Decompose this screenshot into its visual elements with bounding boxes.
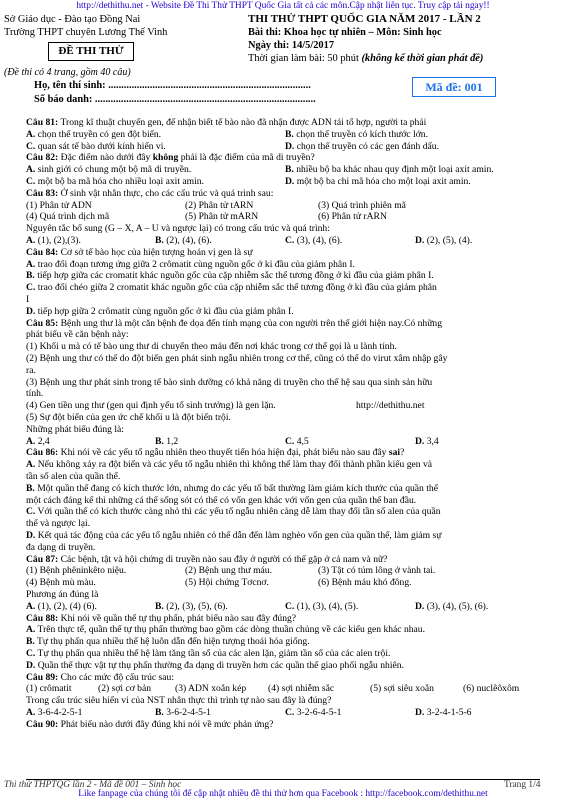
answer-letter: A. bbox=[26, 624, 36, 636]
emphasis-text: không bbox=[152, 152, 179, 164]
text-line bbox=[26, 141, 166, 153]
answer-letter: A. bbox=[26, 235, 36, 246]
text-line bbox=[26, 530, 540, 542]
answer-letter: A. bbox=[26, 600, 36, 612]
text-line bbox=[26, 235, 81, 247]
question-number: Câu 88: bbox=[26, 612, 59, 624]
question-text: Ở sinh vật nhân thực, cho các cấu trúc và quá trình sau: bbox=[58, 187, 274, 199]
question-text: (2) Bệnh ung thư có thể do đột biến gen phát sinh ngẫu nhiên trong cơ thể, cũng có thể do virut xâm nhập gây bbox=[26, 353, 448, 364]
question-text: Nếu không xảy ra đột biến và các yếu tố ngẫu nhiên thì không thể làm thay đổi thành phần kiểu gen và bbox=[35, 459, 433, 471]
text-line bbox=[26, 565, 126, 577]
text-line bbox=[285, 129, 428, 141]
question-text: Một quần thể đang có kích thước lớn, nhưng do các yếu tố bất thường làm giảm kích thước của quần thể bbox=[34, 482, 438, 494]
text-line bbox=[26, 436, 50, 448]
list-item: (1) Phân tử ADN bbox=[26, 199, 92, 211]
text-line bbox=[26, 294, 540, 306]
text-line bbox=[26, 117, 540, 129]
answer-letter: B. bbox=[155, 435, 164, 447]
answer-letter: A. bbox=[26, 707, 36, 718]
text-line bbox=[26, 306, 540, 318]
text-line bbox=[26, 152, 540, 164]
top-banner-link[interactable]: http://dethithu.net - Website Đề Thi Thử THPT Quốc Gia tất cả các môn.Cập nhật liên tục. Truy cập tải ngay!! bbox=[76, 1, 490, 11]
question-text: trao đổi chéo giữa 2 cromatit khác nguồn gốc của cặp nhiễm sắc thể tương đồng ở kì đầu của giảm phân bbox=[35, 282, 437, 294]
text-line bbox=[26, 341, 540, 353]
text-line bbox=[463, 683, 519, 695]
department-name: Sở Giáo dục - Đào tạo Đồng Nai bbox=[4, 14, 141, 25]
question-text: Với quần thể có kích thước càng nhỏ thì các yếu tố ngẫu nhiên càng dễ làm thay đổi tần số alen của quần bbox=[35, 506, 441, 518]
question-number: Câu 87: bbox=[26, 553, 59, 565]
question-number: Câu 86: bbox=[26, 447, 59, 459]
list-item: (6) Bệnh máu khó đông. bbox=[318, 577, 412, 589]
answer-text: (3), (4), (6). bbox=[294, 235, 343, 246]
exam-title: THI THỬ THPT QUỐC GIA NĂM 2017 - LẦN 2 bbox=[248, 13, 481, 25]
list-item: (2) sợi cơ bản bbox=[98, 683, 152, 695]
text-line bbox=[26, 259, 540, 271]
question-number: Câu 85: bbox=[26, 317, 59, 329]
answer-letter: B. bbox=[26, 636, 35, 648]
text-line bbox=[285, 141, 439, 153]
pages-note: (Đề thi có 4 trang, gồm 40 câu) bbox=[4, 67, 131, 78]
text-line bbox=[26, 707, 82, 719]
text-line bbox=[26, 223, 540, 235]
answer-letter: D. bbox=[285, 140, 295, 152]
answer-text: (1), (2),(3). bbox=[35, 235, 81, 246]
exam-date: Ngày thi: 14/5/2017 bbox=[248, 40, 335, 51]
text-line bbox=[26, 412, 540, 424]
answer-letter: A. bbox=[26, 258, 36, 270]
text-line bbox=[26, 495, 540, 507]
text-line bbox=[26, 377, 540, 389]
text-line bbox=[155, 601, 228, 613]
answer-letter: D. bbox=[285, 176, 295, 187]
list-item: (5) Phân tử mARN bbox=[185, 211, 259, 223]
question-text: Trong kĩ thuật chuyển gen, để nhận biết tế bào nào đã nhận được ADN tái tổ hợp, người ta phải bbox=[58, 117, 427, 128]
text-line bbox=[185, 211, 258, 223]
text-line bbox=[26, 636, 540, 648]
question-text: ra. bbox=[26, 364, 36, 376]
text-line bbox=[155, 436, 178, 448]
text-line bbox=[26, 589, 540, 601]
question-text: Tự thụ phấn qua nhiều thế hệ làm tăng tần số của các alen lặn, giảm tần số của các alen trội. bbox=[35, 648, 391, 659]
text-line bbox=[26, 518, 540, 530]
question-text: Phát biểu nào dưới đây đúng khi nói về mức phản ứng? bbox=[58, 718, 274, 730]
question-number: Câu 89: bbox=[26, 671, 59, 683]
question-text: Tự thụ phấn qua nhiều thế hệ luôn dẫn đến hiện tượng thoái hóa giống. bbox=[34, 636, 310, 648]
question-text: Những phát biểu đúng là: bbox=[26, 423, 124, 435]
answer-text: 4,5 bbox=[294, 435, 309, 447]
answer-text: (2), (3), (5), (6). bbox=[163, 600, 228, 612]
school-name: Trường THPT chuyên Lương Thế Vinh bbox=[4, 27, 168, 38]
text-line bbox=[318, 200, 406, 212]
answer-letter: B. bbox=[155, 600, 164, 612]
text-line bbox=[26, 695, 540, 707]
list-item: (1) Bệnh phêninkêto niệu. bbox=[26, 565, 127, 577]
question-number: Câu 83: bbox=[26, 187, 59, 199]
answer-letter: C. bbox=[26, 176, 36, 187]
text-line bbox=[285, 707, 341, 719]
question-text: tần số alen của quần thể. bbox=[26, 471, 121, 482]
footer-left: Thi thử THPTQG lần 2 - Mã đề 001 – Sinh học bbox=[4, 780, 182, 790]
question-text: ? bbox=[400, 447, 405, 459]
exam-code-box: Mã đề: 001 bbox=[412, 77, 496, 97]
answer-letter: B. bbox=[26, 482, 35, 494]
question-text: thể và ngược lại. bbox=[26, 518, 91, 530]
answer-letter: A. bbox=[26, 128, 36, 140]
question-number: Câu 81: bbox=[26, 117, 59, 128]
text-line bbox=[98, 683, 151, 695]
question-text: Nguyên tắc bổ sung (G – X, A – U và ngược lại) có trong cấu trúc và quá trình: bbox=[26, 223, 330, 235]
answer-letter: D. bbox=[26, 530, 36, 541]
text-line bbox=[26, 318, 540, 330]
answer-letter: C. bbox=[26, 282, 36, 294]
question-text: trao đổi đoạn tương ứng giữa 2 crômatit cùng nguồn gốc ở kì đầu của giảm phân I. bbox=[35, 258, 355, 270]
question-text: tiếp hợp giữa 2 crômatit cùng nguồn gốc ở kì đầu của giảm phân I. bbox=[35, 305, 294, 317]
answer-text: (2), (5), (4). bbox=[424, 235, 473, 246]
text-line bbox=[26, 719, 540, 731]
list-item: (5) Hội chứng Tơcnơ. bbox=[185, 577, 269, 589]
text-line bbox=[26, 388, 540, 400]
list-item: (5) sợi siêu xoắn bbox=[370, 683, 434, 695]
answer-text: chọn thể truyền có gen đột biến. bbox=[35, 128, 162, 140]
answer-text: 1,2 bbox=[163, 435, 179, 447]
answer-text: 2,4 bbox=[35, 435, 50, 447]
question-text: (3) Bệnh ung thư phát sinh trong tế bào sinh dưỡng có khả năng di truyền cho thế hệ sau qua sinh sản hữu bbox=[26, 376, 433, 388]
text-line bbox=[26, 353, 540, 365]
question-text: Quần thể thực vật tự thụ phấn thường đa dạng di truyền hơn các quần thể giao phối ngẫu nhiên. bbox=[35, 659, 404, 671]
answer-text: chọn thể truyền có kích thước lớn. bbox=[293, 128, 428, 140]
answer-letter: D. bbox=[415, 435, 425, 447]
facebook-link[interactable]: Like fanpage của chúng tôi để cập nhật nhiều đề thi thử hơn qua Facebook : http://facebook.com/dethithu.net bbox=[78, 789, 488, 799]
list-item: (2) Bệnh ung thư máu. bbox=[185, 565, 272, 577]
question-number: Câu 84: bbox=[26, 246, 59, 258]
list-item: (6) Phân tử rARN bbox=[318, 211, 387, 223]
question-text: một cách đáng kể thì những cá thể sống sót có thể có vốn gen khác với vốn gen của quần thể ban đầu. bbox=[26, 494, 417, 506]
answer-letter: C. bbox=[285, 435, 295, 447]
text-line bbox=[26, 459, 540, 471]
answer-letter: B. bbox=[26, 270, 35, 282]
answer-letter: A. bbox=[26, 435, 36, 447]
question-text: (4) Gen tiền ung thư (gen qui định yếu tố sinh trưởng) là gen lặn. bbox=[26, 400, 276, 412]
answer-letter: D. bbox=[415, 235, 425, 246]
text-line bbox=[26, 211, 109, 223]
exam-type-box: ĐỀ THI THỬ bbox=[48, 42, 134, 61]
answer-text: (3), (4), (5), (6). bbox=[424, 600, 489, 612]
question-text: Các bệnh, tật và hội chứng di truyền nào sau đây ở người có thể gặp ở cả nam và nữ? bbox=[58, 553, 388, 565]
question-text: Cho các mức độ cấu trúc sau: bbox=[58, 671, 175, 683]
page-number: Trang 1/4 bbox=[504, 780, 541, 790]
question-text: phải là đặc điểm của mã di truyền? bbox=[178, 152, 315, 164]
text-line bbox=[285, 601, 358, 613]
text-line bbox=[175, 683, 246, 695]
answer-text: sinh giới có chung một bộ mã di truyền. bbox=[35, 164, 192, 176]
list-item: (3) ADN xoắn kép bbox=[175, 683, 247, 695]
answer-letter: C. bbox=[285, 235, 295, 246]
watermark-link[interactable]: http://dethithu.net bbox=[356, 400, 425, 412]
answer-text: chọn thể truyền có các gen đánh dấu. bbox=[294, 140, 439, 152]
text-line bbox=[26, 683, 72, 695]
question-text: Đặc điểm nào dưới đây bbox=[58, 152, 153, 164]
text-line bbox=[318, 211, 387, 223]
text-line bbox=[26, 483, 540, 495]
answer-letter: C. bbox=[285, 600, 295, 612]
question-text: Trên thực tế, quần thể tự thụ phấn thường bao gồm các dòng thuần chủng về các kiểu gen khác nhau. bbox=[35, 624, 425, 636]
answer-letter: A. bbox=[26, 164, 36, 176]
duration-label: Thời gian làm bài: 50 phút bbox=[248, 53, 362, 64]
list-item: (2) Phân tử tARN bbox=[185, 199, 254, 211]
text-line bbox=[26, 164, 191, 176]
list-item: (3) Quá trình phiên mã bbox=[318, 199, 406, 211]
answer-text: 3-2-6-4-5-1 bbox=[294, 707, 342, 718]
question-text: phát biểu về căn bệnh này: bbox=[26, 329, 129, 341]
text-line bbox=[26, 613, 540, 625]
list-item: (3) Tật có túm lông ở vành tai. bbox=[318, 565, 436, 577]
exam-duration bbox=[248, 53, 483, 65]
text-line bbox=[26, 648, 540, 660]
answer-text: một bộ ba chỉ mã hóa cho một loại axit amin. bbox=[294, 176, 471, 187]
answer-letter: B. bbox=[285, 128, 294, 140]
text-line bbox=[370, 683, 434, 695]
answer-text: một bộ ba mã hóa cho nhiều loại axit amin. bbox=[35, 176, 204, 187]
text-line bbox=[26, 506, 540, 518]
duration-note: (không kể thời gian phát đề) bbox=[361, 53, 484, 64]
text-line bbox=[155, 235, 212, 247]
text-line bbox=[26, 329, 540, 341]
list-item: (6) nuclêôxôm bbox=[463, 683, 520, 695]
answer-text: quan sát tế bào dưới kính hiển vi. bbox=[35, 140, 166, 152]
question-text: Kết quả tác động của các yếu tố ngẫu nhiên có thể dẫn đến làm nghèo vốn gen của quần thể, làm giảm sự bbox=[35, 530, 442, 541]
candidate-id-field[interactable]: Số báo danh: ..................................................................................... bbox=[34, 94, 316, 105]
text-line bbox=[26, 601, 97, 613]
answer-letter: D. bbox=[415, 600, 425, 612]
answer-text: 3-6-2-4-5-1 bbox=[163, 707, 211, 718]
text-line bbox=[26, 129, 161, 141]
question-text: Khi nói về các yếu tố ngẫu nhiên theo thuyết tiến hóa hiện đại, phát biểu nào sau đây bbox=[58, 447, 389, 459]
text-line bbox=[185, 200, 253, 212]
text-line bbox=[26, 660, 540, 672]
question-text: Cơ sở tế bào học của hiện tượng hoán vị gen là sự bbox=[58, 246, 253, 258]
answer-text: (2), (4), (6). bbox=[163, 235, 212, 246]
list-item: (1) crômatit bbox=[26, 683, 72, 695]
text-line bbox=[285, 176, 471, 188]
text-line bbox=[26, 200, 92, 212]
answer-text: nhiều bộ ba khác nhau quy định một loại axit amin. bbox=[293, 164, 494, 176]
question-text: tiếp hợp giữa các cromatit khác nguồn gốc của cặp nhiễm sắc thể tương đồng ở kì đầu của giảm phân I. bbox=[34, 270, 434, 282]
question-text: Phương án đúng là bbox=[26, 589, 99, 600]
text-line bbox=[285, 164, 494, 176]
question-text: (1) Khối u mà có tế bào ung thư di chuyển theo máu đến nơi khác trong cơ thể gọi là u lành tính. bbox=[26, 341, 397, 353]
question-text: đa dạng di truyền. bbox=[26, 541, 96, 553]
emphasis-text: sai bbox=[388, 447, 401, 459]
text-line bbox=[415, 235, 472, 247]
answer-letter: B. bbox=[285, 164, 294, 176]
answer-letter: C. bbox=[26, 648, 36, 659]
answer-letter: D. bbox=[26, 305, 36, 317]
question-number: Câu 82: bbox=[26, 152, 59, 164]
list-item: (4) Bệnh mù màu. bbox=[26, 577, 96, 589]
answer-text: (1), (3), (4), (5). bbox=[294, 600, 359, 612]
answer-letter: A. bbox=[26, 459, 36, 471]
answer-letter: C. bbox=[26, 140, 36, 152]
text-line bbox=[26, 577, 96, 589]
text-line bbox=[26, 400, 540, 412]
text-line bbox=[26, 471, 540, 483]
question-text: Khi nói về quần thể tự thụ phấn, phát biểu nào sau đây đúng? bbox=[58, 612, 297, 624]
text-line bbox=[26, 554, 540, 566]
answer-letter: B. bbox=[155, 707, 164, 718]
answer-text: 3-6-4-2-5-1 bbox=[35, 707, 83, 718]
text-line bbox=[415, 707, 471, 719]
question-text: tính. bbox=[26, 388, 44, 400]
text-line bbox=[26, 282, 540, 294]
answer-letter: D. bbox=[26, 659, 36, 671]
text-line bbox=[318, 577, 412, 589]
list-item: (4) Quá trình dịch mã bbox=[26, 211, 110, 223]
answer-letter: C. bbox=[285, 707, 295, 718]
answer-letter: B. bbox=[155, 235, 164, 246]
text-line bbox=[26, 365, 540, 377]
text-line bbox=[268, 683, 334, 695]
text-line bbox=[26, 624, 540, 636]
answer-text: 3,4 bbox=[424, 435, 439, 447]
candidate-name-field[interactable]: Họ, tên thí sinh: .............................................................................. bbox=[34, 80, 311, 91]
text-line bbox=[26, 247, 540, 259]
text-line bbox=[415, 601, 488, 613]
text-line bbox=[26, 447, 540, 459]
question-text: I bbox=[26, 294, 30, 305]
question-text: (5) Sự đột biến của gen ức chế khối u là đột biến trội. bbox=[26, 412, 231, 423]
text-line bbox=[26, 542, 540, 554]
text-line bbox=[318, 565, 435, 577]
text-line bbox=[26, 176, 204, 188]
text-line bbox=[185, 577, 269, 589]
exam-subject: Bài thi: Khoa học tự nhiên – Môn: Sinh học bbox=[248, 27, 442, 38]
answer-text: 3-2-4-1-5-6 bbox=[424, 707, 472, 718]
answer-letter: D. bbox=[415, 707, 425, 718]
text-line bbox=[285, 436, 309, 448]
list-item: (4) sợi nhiễm sắc bbox=[268, 683, 335, 695]
text-line bbox=[415, 436, 439, 448]
text-line bbox=[185, 565, 272, 577]
text-line bbox=[155, 707, 211, 719]
answer-text: (1), (2), (4) (6). bbox=[35, 600, 97, 612]
text-line bbox=[285, 235, 342, 247]
question-text: Trong cấu trúc siêu hiển vi của NST nhân thực thì trình tự nào sau đây là đúng? bbox=[26, 695, 332, 707]
text-line bbox=[26, 672, 540, 684]
question-text: Bệnh ung thư là một căn bệnh đe dọa đến tính mạng của con người trên thế giới hiện nay.Có những bbox=[58, 317, 442, 329]
question-number: Câu 90: bbox=[26, 718, 59, 730]
text-line bbox=[26, 270, 540, 282]
text-line bbox=[26, 424, 540, 436]
text-line bbox=[26, 188, 540, 200]
answer-letter: C. bbox=[26, 506, 36, 518]
